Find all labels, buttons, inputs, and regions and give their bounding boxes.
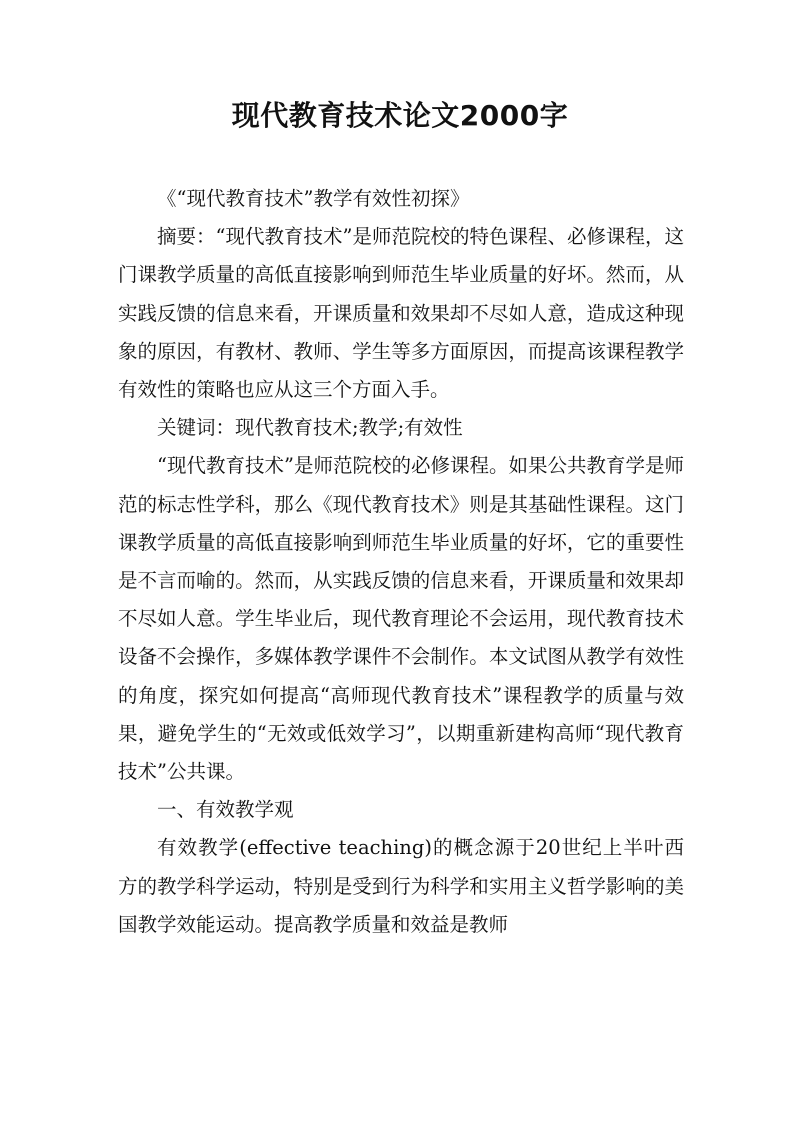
section-paragraph: 有效教学(effective teaching)的概念源于20世纪上半叶西方的教学科学运动，特别是受到行为科学和实用主义哲学影响的美国教学效能运动。提高教学质量和效益是教师 (118, 836, 684, 936)
intro-paragraph: “现代教育技术”是师范院校的必修课程。如果公共教育学是师范的标志性学科，那么《现代教育技术》则是其基础性课程。这门课教学质量的高低直接影响到师范生毕业质量的好坏，它的重要性是不言而喻的。然而，从实践反馈的信息来看，开课质量和效果却不尽如人意。学生毕业后，现代教育理论不会运用，现代教育技术设备不会操作，多媒体教学课件不会制作。本文试图从教学有效性的角度，探究如何提高“高师现代教育技术”课程教学的质量与效果，避免学生的“无效或低效学习”，以期重新建构高师“现代教育技术”公共课。 (118, 454, 684, 784)
section-heading: 一、有效教学观 (157, 798, 294, 822)
article-subtitle: 《“现代教育技术”教学有效性初探》 (157, 187, 470, 210)
keywords-paragraph: 关键词：现代教育技术;教学;有效性 (157, 416, 463, 440)
document-title: 现代教育技术论文2000字 (231, 99, 569, 132)
document-body (118, 180, 684, 944)
abstract-paragraph: 摘要：“现代教育技术”是师范院校的特色课程、必修课程，这门课教学质量的高低直接影响到师范生毕业质量的好坏。然而，从实践反馈的信息来看，开课质量和效果却不尽如人意，造成这种现象的原因，有教材、教师、学生等多方面原因，而提高该课程教学有效性的策略也应从这三个方面入手。 (118, 225, 684, 402)
